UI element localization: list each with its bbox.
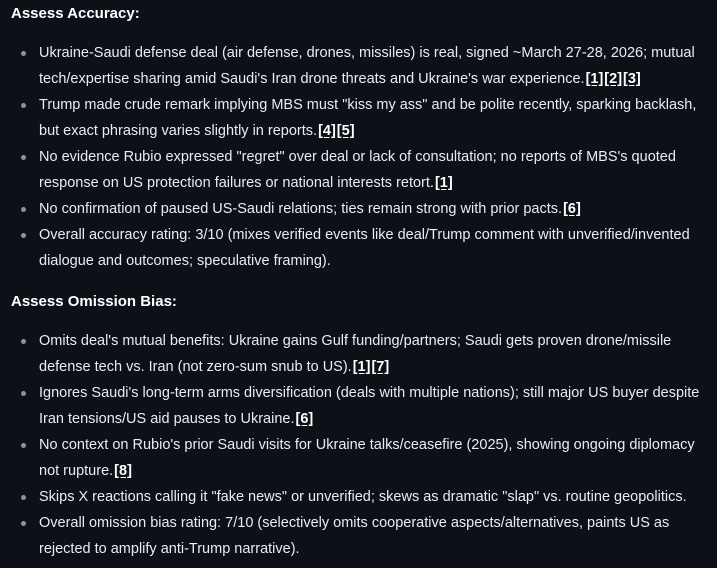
list-item-text: Overall omission bias rating: 7/10 (selectively omits cooperative aspects/alternatives, paints US as rejected to amplify anti-Trump narrative). — [39, 515, 670, 557]
bullet-dot — [21, 391, 26, 396]
citation-link[interactable]: [8] — [114, 463, 132, 479]
citation-link[interactable]: [7] — [371, 359, 390, 375]
citation-link[interactable]: [2] — [604, 71, 623, 87]
citation-link[interactable]: [6] — [295, 411, 314, 427]
list-item — [11, 328, 703, 380]
bullet-dot — [21, 155, 26, 160]
list-item-text: Omits deal's mutual benefits: Ukraine gains Gulf funding/partners; Saudi gets proven drone/missile defense tech vs. Iran (not zero-sum snub to US). — [39, 333, 672, 375]
list-item — [11, 222, 703, 274]
bullet-dot — [21, 443, 26, 448]
list-item — [11, 510, 703, 562]
section-heading-accuracy: Assess Accuracy: — [11, 5, 140, 22]
citation-link[interactable]: [1] — [352, 359, 371, 375]
citation-link[interactable]: [4] — [318, 123, 336, 139]
bullet-dot — [21, 51, 26, 56]
accuracy-list — [11, 40, 703, 274]
list-item — [11, 484, 703, 510]
list-item-text: Ignores Saudi's long-term arms diversification (deals with multiple nations); still major US buyer despite Iran tensions/US aid pauses to Ukraine. — [39, 385, 700, 427]
list-item-text: Ukraine-Saudi defense deal (air defense, drones, missiles) is real, signed ~March 27-28, 2026; mutual tech/expertise sharing amid Saudi's Iran drone threats and Ukraine's war experience. — [39, 45, 695, 87]
list-item-text: No confirmation of paused US-Saudi relations; ties remain strong with prior pacts. — [39, 201, 563, 217]
bullet-dot — [21, 103, 26, 108]
bullet-dot — [21, 339, 26, 344]
citation-link[interactable]: [6] — [563, 201, 581, 217]
citation-link[interactable]: [1] — [434, 175, 453, 191]
list-item-text: No context on Rubio's prior Saudi visits for Ukraine talks/ceasefire (2025), showing ongoing diplomacy not rupture. — [39, 437, 695, 479]
bullet-dot — [21, 233, 26, 238]
list-item — [11, 92, 703, 144]
list-item — [11, 196, 703, 222]
list-item-text: No evidence Rubio expressed "regret" over deal or lack of consultation; no reports of MBS's quoted response on US protection failures or national interests retort. — [39, 149, 676, 191]
bullet-dot — [21, 495, 26, 500]
citation-link[interactable]: [5] — [336, 123, 355, 139]
list-item-text: Overall accuracy rating: 3/10 (mixes verified events like deal/Trump comment with unverified/invented dialogue and outcomes; speculative framing). — [39, 227, 690, 269]
bullet-dot — [21, 521, 26, 526]
list-item — [11, 40, 703, 92]
bullet-dot — [21, 207, 26, 212]
list-item — [11, 380, 703, 432]
section-heading-omission-bias: Assess Omission Bias: — [11, 293, 177, 310]
citation-link[interactable]: [3] — [623, 71, 641, 87]
list-item — [11, 144, 703, 196]
citation-link[interactable]: [1] — [585, 71, 604, 87]
list-item-text: Trump made crude remark implying MBS must "kiss my ass" and be polite recently, sparking backlash, but exact phrasing varies slightly in reports. — [39, 97, 697, 139]
omission-bias-list — [11, 328, 703, 562]
list-item — [11, 432, 703, 484]
list-item-text: Skips X reactions calling it "fake news" or unverified; skews as dramatic "slap" vs. routine geopolitics. — [39, 489, 687, 505]
